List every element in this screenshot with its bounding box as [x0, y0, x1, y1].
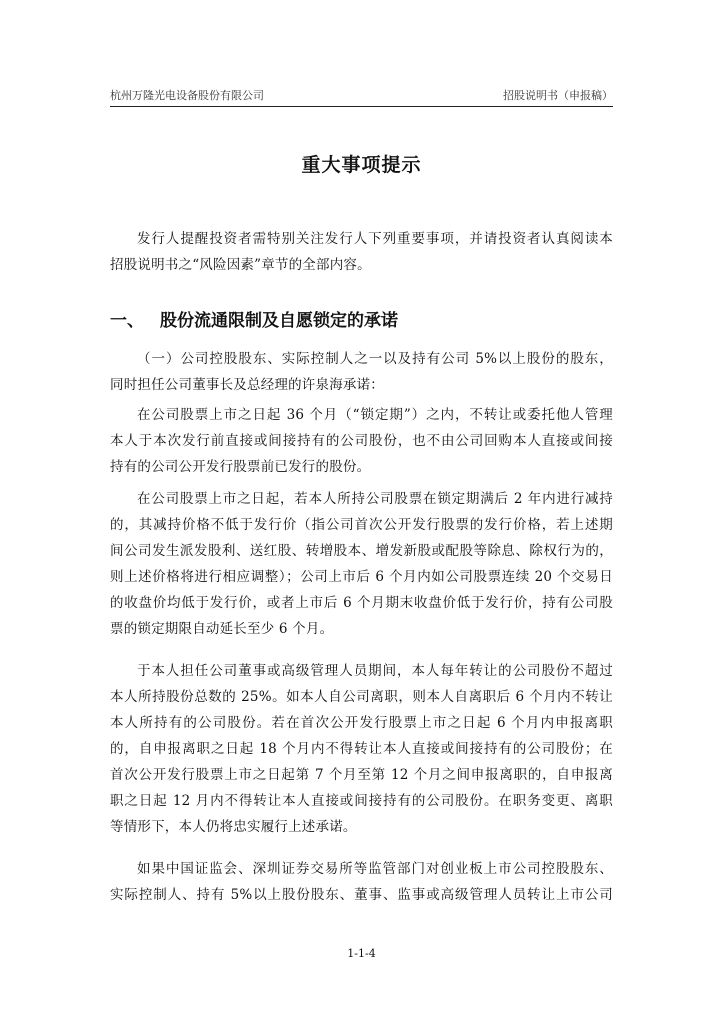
header-company-name: 杭州万隆光电设备股份有限公司 — [110, 89, 264, 102]
text-line: 招股说明书之“风险因素”章节的全部内容。 — [110, 257, 371, 273]
reduction-price-paragraph — [110, 486, 613, 642]
intro-paragraph — [110, 226, 613, 278]
text-line: 职之日起 12 月内不得转让本人直接或间接持有的公司股份。在职务变更、离职 — [110, 793, 613, 809]
commitment-intro-paragraph — [110, 346, 613, 398]
text-line: 本人所持有的公司股份。若在首次公开发行股票上市之日起 6 个月内申报离职 — [110, 715, 613, 731]
lockup-period-paragraph — [110, 402, 613, 480]
text-line: 票的锁定期限自动延长至少 6 个月。 — [110, 621, 334, 637]
text-line: 则上述价格将进行相应调整）；公司上市后 6 个月内如公司股票连续 20 个交易日 — [110, 569, 613, 585]
text-line: 本人所持股份总数的 25%。如本人自公司离职，则本人自离职后 6 个月内不转让 — [110, 689, 613, 705]
text-line: 如果中国证监会、深圳证券交易所等监管部门对创业板上市公司控股股东、 — [137, 861, 613, 877]
text-line: 的，自申报离职之日起 18 个月内不得转让本人直接或间接持有的公司股份；在 — [110, 741, 613, 757]
text-line: 等情形下，本人仍将忠实履行上述承诺。 — [110, 819, 357, 835]
text-line: 同时担任公司董事长及总经理的许泉海承诺： — [110, 377, 384, 393]
text-line: 于本人担任公司董事或高级管理人员期间，本人每年转让的公司股份不超过 — [137, 663, 613, 679]
section-title: 股份流通限制及自愿锁定的承诺 — [160, 311, 398, 331]
text-line: 首次公开发行股票上市之日起第 7 个月至第 12 个月之间申报离职的，自申报离 — [110, 767, 613, 783]
section-heading — [110, 307, 613, 335]
text-line: 的收盘价均低于发行价，或者上市后 6 个月期末收盘价低于发行价，持有公司股 — [110, 595, 613, 611]
text-line: 本人于本次发行前直接或间接持有的公司股份，也不由公司回购本人直接或间接 — [110, 433, 613, 449]
page-title: 重大事项提示 — [301, 154, 422, 176]
header-divider — [110, 106, 613, 107]
text-line: 实际控制人、持有 5%以上股份股东、董事、监事或高级管理人员转让上市公司 — [110, 887, 613, 903]
page-number: 1-1-4 — [347, 947, 376, 960]
text-line: 在公司股票上市之日起，若本人所持公司股票在锁定期满后 2 年内进行减持 — [137, 491, 613, 507]
text-line: 间公司发生派发股利、送红股、转增股本、增发新股或配股等除息、除权行为的， — [110, 543, 613, 559]
text-line: 在公司股票上市之日起 36 个月（“锁定期”）之内，不转让或委托他人管理 — [137, 407, 613, 423]
director-transfer-paragraph — [110, 658, 613, 840]
section-number: 一、 — [110, 311, 144, 331]
text-line: 的，其减持价格不低于发行价（指公司首次公开发行股票的发行价格，若上述期 — [110, 517, 613, 533]
regulatory-paragraph — [110, 856, 613, 908]
page-header — [110, 88, 613, 104]
text-line: 持有的公司公开发行股票前已发行的股份。 — [110, 459, 371, 475]
header-document-type: 招股说明书（申报稿） — [503, 89, 613, 102]
text-line: 发行人提醒投资者需特别关注发行人下列重要事项，并请投资者认真阅读本 — [137, 231, 613, 247]
text-line: （一）公司控股股东、实际控制人之一以及持有公司 5%以上股份的股东， — [137, 351, 613, 367]
